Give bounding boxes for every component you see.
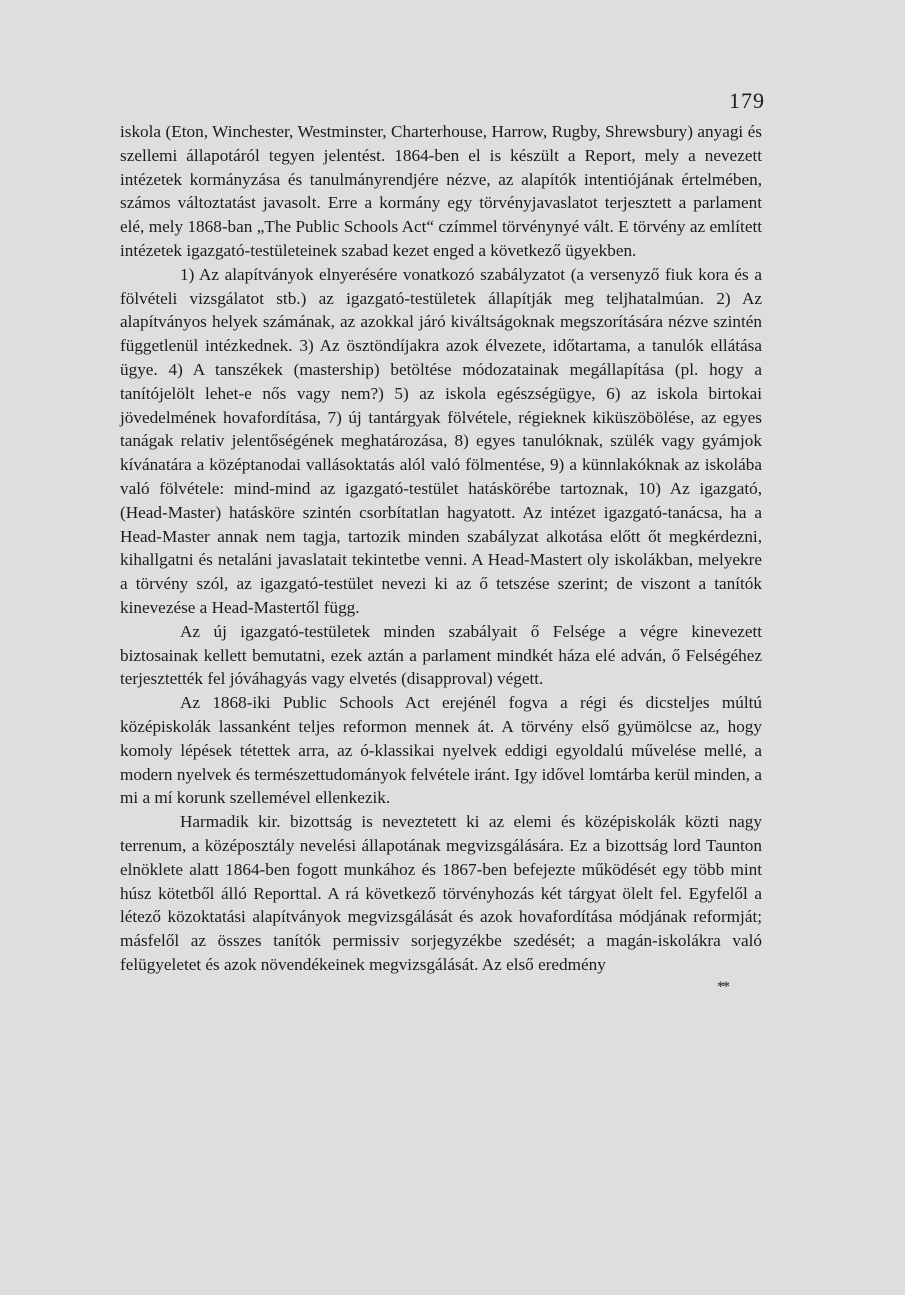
paragraph-4: Az 1868-iki Public Schools Act erejénél fogva a régi és dicsteljes múltú középiskolák lassanként teljes reformon mennek át. A törvény első gyümölcse az, hogy komoly lépések tétettek arra, az ó-klassikai nyelvek eddigi egyoldalú művelése mellé, a modern nyelvek és természettudományok felvétele iránt. Igy idővel lomtárba kerül minden, a mi a mí korunk szellemével ellenkezik. [120,693,762,808]
paragraph-5: Harmadik kir. bizottság is neveztetett ki az elemi és középiskolák közti nagy terrenum, a középosztály nevelési állapotának megvizsgálására. Ez a bizottság lord Taunton elnöklete alatt 1864-ben fogott munkához és 1867-ben befejezte működését egy több mint húsz kötetből álló Reporttal. A rá következő törvényhozás két tárgyat ölelt fel. Egyfelől a létező közoktatási alapítványok megvizsgálását és azok hovafordítása módjának reformját; másfelől az összes tanítók permissiv sorjegyzékbe szedését; a magán-iskolákra való felügyeletet és azok növendékeinek megvizsgálását. Az első eredmény [120,812,762,974]
signature-mark: ** [717,978,728,995]
page-number: 179 [729,88,765,113]
paragraph-3: Az új igazgató-testületek minden szabályait ő Felsége a végre kinevezett biztosainak kellett bemutatni, ezek aztán a parlament mindkét háza elé adván, ő Felségéhez terjesztették fel jóváhagyás vagy elvetés (disapproval) végett. [120,621,762,689]
body-text [120,120,762,996]
paragraph-1: iskola (Eton, Winchester, Westminster, Charterhouse, Harrow, Rugby, Shrewsbury) anyagi és szellemi állapotáról tegyen jelentést. 1864-ben el is készült a Report, mely a nevezett intézetek kormányzása és tanulmányrendjére nézve, az alapítók intentiójának értelmében, számos változtatást javasolt. Erre a kormány egy törvényjavaslatot terjesztett a parlament elé, mely 1868-ban „The Public Schools Act“ czímmel törvénynyé vált. E törvény az említett intézetek igazgató-testületeinek szabad kezet enged a következő ügyekben. [120,122,762,260]
paragraph-2: 1) Az alapítványok elnyerésére vonatkozó szabályzatot (a versenyző fiuk kora és a fölvételi vizsgálatot stb.) az igazgató-testületek állapítják meg teljhatalmúan. 2) Az alapítványos helyek számának, az azokkal járó kiváltságoknak megszorítására nézve szintén függetlenül intézkednek. 3) Az ösztöndíjakra azok élvezete, időtartama, a tanulók ellátása ügye. 4) A tanszékek (mastership) betöltése módozatainak megállapítása (pl. hogy a tanítójelölt lehet-e nős vagy nem?) 5) az iskola egészségügye, 6) az iskola birtokai jövedelmének hovafordítása, 7) új tantárgyak fölvétele, régieknek kiküszöbölése, az egyes tanágak relativ jelentőségének meghatározása, 8) egyes tanulóknak, szülék vagy gyámjok kívánatára a középtanodai vallásoktatás alól való fölmentése, 9) a künnlakóknak az iskolába való fölvétele: mind-mind az igazgató-testület hatáskörébe tartoznak, 10) Az igazgató, (Head-Master) hatásköre szintén csorbítatlan hagyatott. Az intézet igazgató-tanácsa, ha a Head-Master annak nem tagja, tartozik minden szabályzat alkotása előtt őt megkérdezni, kihallgatni és netaláni javaslatait tekintetbe venni. A Head-Mastert oly iskolákban, melyekre a törvény szól, az igazgató-testület nevezi ki az ő tetszése szerint; de viszont a tanítók kinevezése a Head-Mastertől függ. [120,264,762,617]
